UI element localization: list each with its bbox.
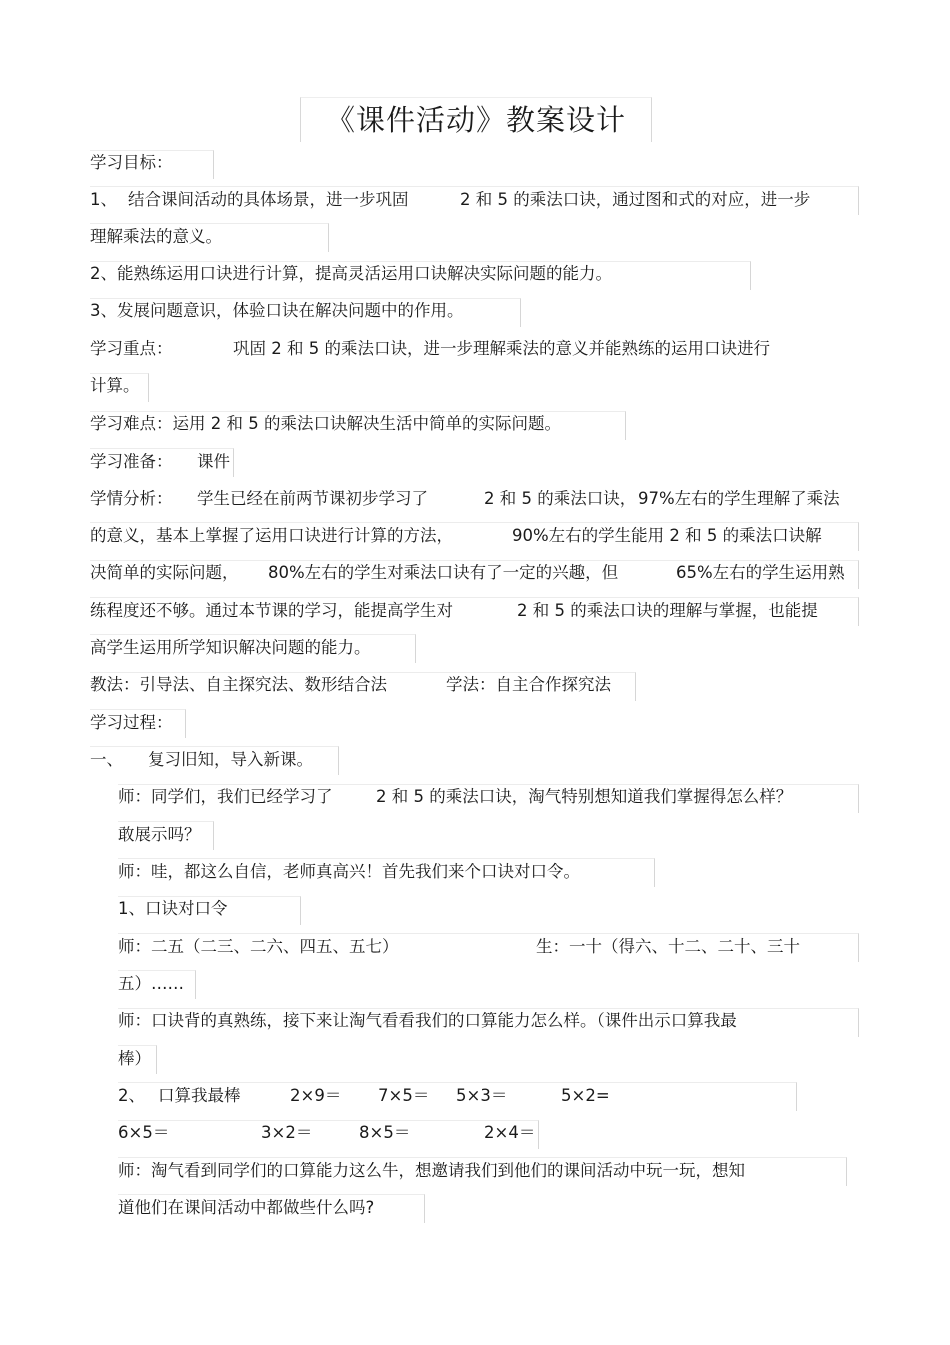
dialogue-3-end: 五）…… [118,974,184,993]
goal-2-text: 2、能熟练运用口诀进行计算，提高灵活运用口诀解决实际问题的能力。 [90,264,612,283]
dialogue-5: 师：淘气看到同学们的口算能力这么牛，想邀请我们到他们的课间活动中玩一玩，想知 [118,1161,745,1180]
analysis-text-10: 2 和 5 的乘法口诀的理解与掌握，也能提 [517,601,818,620]
key-points-label: 学习重点： [90,339,173,358]
section-1-title: 复习旧知，导入新课。 [148,750,313,769]
key-points-text-end: 计算。 [90,376,140,395]
dialogue-5-end: 道他们在课间活动中都做些什么吗? [118,1198,375,1217]
box-artifact [118,1120,539,1149]
goal-1-text-end: 理解乘法的意义。 [90,227,222,246]
dialogue-1-end: 敢展示吗？ [118,825,201,844]
analysis-text-4: 的意义，基本上掌握了运用口诀进行计算的方法， [90,526,453,545]
learning-method: 学法：自主合作探究法 [446,675,611,694]
math-problem: 8×5＝ [359,1123,411,1142]
analysis-text-3: 97%左右的学生理解了乘法 [638,489,840,508]
analysis-text-5: 90%左右的学生能用 2 和 5 的乘法口诀解 [512,526,822,545]
analysis-label: 学情分析： [90,489,173,508]
math-problem: 2×9＝ [290,1086,342,1105]
math-problem: 3×2＝ [261,1123,313,1142]
page-title: 《课件活动》教案设计 [300,97,652,142]
dialogue-2: 师：哇，都这么自信，老师真高兴！首先我们来个口诀对口令。 [118,862,580,881]
activity-2-title: 口算我最棒 [158,1086,241,1105]
analysis-text-2: 2 和 5 的乘法口诀， [484,489,637,508]
math-problem: 5×3＝ [456,1086,508,1105]
dialogue-4-end: 棒） [118,1049,151,1068]
analysis-text-8: 65%左右的学生运用熟 [676,563,845,582]
dialogue-3-student: 生：一十（得六、十二、二十、三十 [536,937,800,956]
analysis-text-9: 练程度还不够。通过本节课的学习，能提高学生对 [90,601,453,620]
activity-2-number: 2、 [118,1086,145,1105]
activity-1-title: 1、口诀对口令 [118,899,228,918]
goal-1-text-cont: 2 和 5 的乘法口诀，通过图和式的对应，进一步 [460,190,811,209]
dialogue-1b: 2 和 5 的乘法口诀，淘气特别想知道我们掌握得怎么样？ [376,787,793,806]
section-1-number: 一、 [90,750,123,769]
analysis-text-6: 决简单的实际问题， [90,563,239,582]
dialogue-1a: 师：同学们，我们已经学习了 [118,787,333,806]
goal-1-text: 结合课间活动的具体场景，进一步巩固 [128,190,409,209]
difficulty-text: 学习难点：运用 2 和 5 的乘法口诀解决生活中简单的实际问题。 [90,414,561,433]
teaching-method: 教法：引导法、自主探究法、数形结合法 [90,675,387,694]
math-problem: 5×2= [561,1086,610,1105]
preparation-value: 课件 [197,452,230,471]
key-points-text: 巩固 2 和 5 的乘法口诀，进一步理解乘法的意义并能熟练的运用口诀进行 [233,339,770,358]
math-problem: 7×5＝ [378,1086,430,1105]
preparation-label: 学习准备： [90,452,173,471]
dialogue-4: 师：口诀背的真熟练，接下来让淘气看看我们的口算能力怎么样。（课件出示口算我最 [118,1011,737,1030]
goal-3-text: 3、发展问题意识，体验口诀在解决问题中的作用。 [90,301,464,320]
process-heading: 学习过程： [90,713,173,732]
math-problem: 2×4＝ [484,1123,536,1142]
analysis-text-1: 学生已经在前两节课初步学习了 [197,489,428,508]
math-problem: 6×5＝ [118,1123,170,1142]
goals-heading: 学习目标： [90,153,173,172]
goal-1-number: 1、 [90,190,117,209]
dialogue-3-teacher: 师：二五（二三、二六、四五、五七） [118,937,399,956]
analysis-text-7: 80%左右的学生对乘法口诀有了一定的兴趣，但 [268,563,619,582]
analysis-text-end: 高学生运用所学知识解决问题的能力。 [90,638,371,657]
